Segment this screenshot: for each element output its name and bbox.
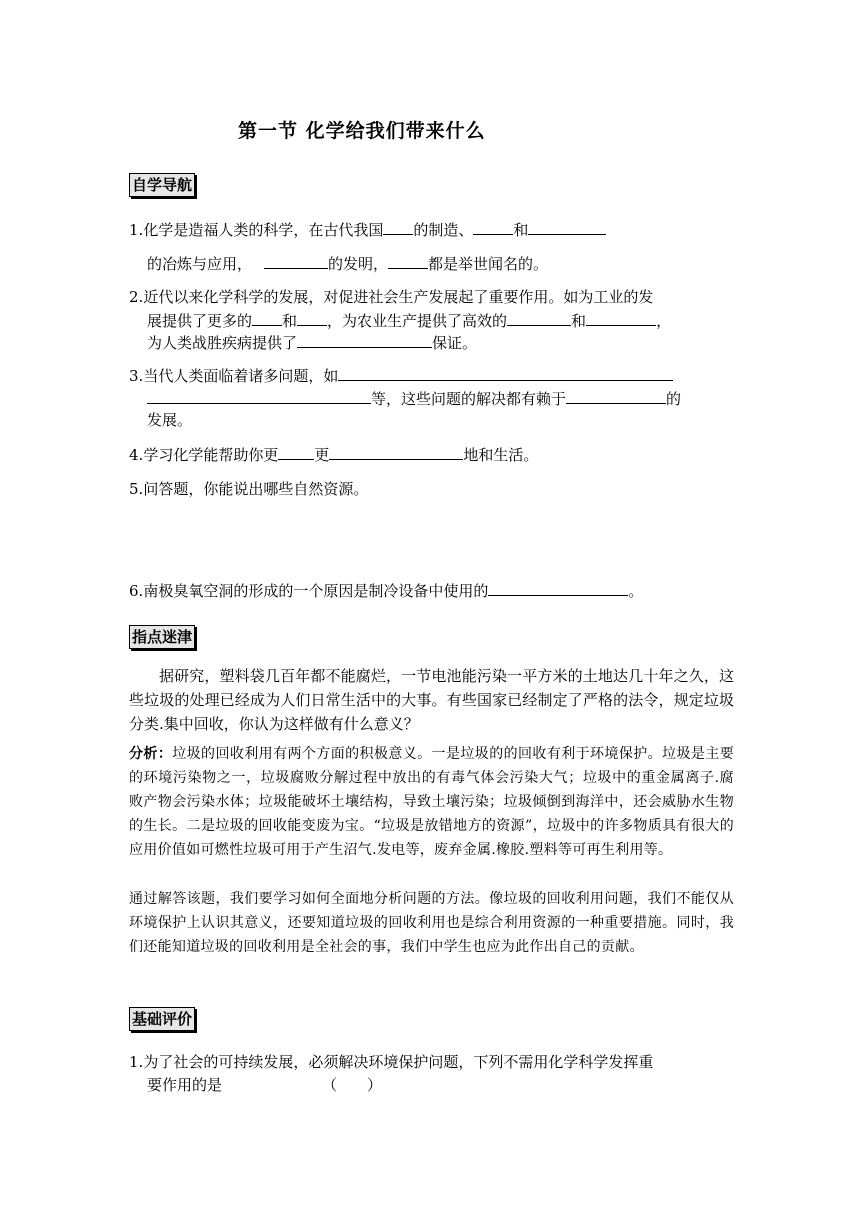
eval-question-1-line-2 <box>147 1075 382 1095</box>
question-text: 。 <box>628 582 644 600</box>
answer-blank[interactable] <box>388 253 428 269</box>
question-text: 展提供了更多的 <box>147 312 253 330</box>
question-text: 要作用的是 <box>147 1076 223 1094</box>
answer-blank[interactable] <box>297 310 327 326</box>
question-text: 南极臭氧空洞的形成的一个原因是制冷设备中使用的 <box>143 582 489 600</box>
question-text: ，为农业生产提供了高效的 <box>327 312 508 330</box>
question-text: ， <box>656 312 672 330</box>
question-text: 更 <box>314 446 330 464</box>
analysis-label: 分析： <box>129 746 173 762</box>
question-text: 化学是造福人类的科学，在古代我国 <box>143 221 384 239</box>
answer-blank[interactable] <box>338 365 673 381</box>
section-heading-evaluation: 基础评价 <box>129 1007 195 1031</box>
question-text: 当代人类面临着诸多问题，如 <box>143 367 339 385</box>
question-3-line-1 <box>129 365 673 386</box>
question-number: 4. <box>129 446 144 464</box>
question-text: 保证。 <box>432 334 478 352</box>
answer-blank[interactable] <box>488 580 628 596</box>
question-text: 近代以来化学科学的发展，对促进社会生产发展起了重要作用。如为工业的发 <box>143 288 654 306</box>
answer-blank[interactable] <box>264 253 328 269</box>
question-text: 学习化学能帮助你更 <box>143 446 279 464</box>
question-2-line-3 <box>147 332 477 353</box>
question-text: 和 <box>513 221 529 239</box>
question-4 <box>129 444 538 465</box>
question-2-line-1 <box>129 287 653 307</box>
guidance-paragraph: 据研究，塑料袋几百年都不能腐烂，一节电池能污染一平方米的土地达几十年之久，这些垃圾的处理已经成为人们日常生活中的大事。有些国家已经制定了严格的法令，规定垃圾分类.集中回收，你认为这样做有什么意义？ <box>129 667 734 733</box>
question-1-line-1 <box>129 219 606 240</box>
answer-blank[interactable] <box>278 444 314 460</box>
section-heading-self-study: 自学导航 <box>129 173 195 197</box>
question-text: 的制造、 <box>413 221 474 239</box>
question-number: 3. <box>129 367 144 385</box>
answer-blank[interactable] <box>528 219 606 235</box>
answer-blank[interactable] <box>329 444 463 460</box>
question-number: 1. <box>129 1053 144 1071</box>
question-number: 2. <box>129 288 144 306</box>
answer-parentheses[interactable]: （ ） <box>322 1076 383 1094</box>
question-number: 6. <box>129 582 144 600</box>
eval-question-1-line-1 <box>129 1052 653 1072</box>
answer-blank[interactable] <box>252 310 282 326</box>
question-text: 为人类战胜疾病提供了 <box>147 334 298 352</box>
question-text: 为了社会的可持续发展，必须解决环境保护问题，下列不需用化学科学发挥重 <box>143 1053 654 1071</box>
question-3-line-2 <box>147 388 681 409</box>
question-text: 和 <box>282 312 298 330</box>
question-number: 5. <box>129 480 144 498</box>
analysis-paragraph <box>129 742 734 862</box>
question-text: 都是举世闻名的。 <box>428 255 549 273</box>
answer-blank[interactable] <box>473 219 513 235</box>
question-6 <box>129 580 643 601</box>
answer-blank[interactable] <box>566 388 666 404</box>
answer-blank[interactable] <box>383 219 413 235</box>
analysis-text: 垃圾的回收利用有两个方面的积极意义。一是垃圾的的回收有利于环境保护。垃圾是主要的环境污染物之一，垃圾腐败分解过程中放出的有毒气体会污染大气；垃圾中的重金属离子.腐败产物会污染水体；垃圾能破坏土壤结构，导致土壤污染；垃圾倾倒到海洋中，还会威胁水生物的生长。二是垃圾的回收能变废为宝。“垃圾是放错地方的资源”，垃圾中的许多物质具有很大的应用价值如可燃性垃圾可用于产生沼气.发电等，废弃金属.橡胶.塑料等可再生利用等。 <box>129 746 735 858</box>
question-text: 的发明， <box>328 255 389 273</box>
question-text: 和 <box>571 312 587 330</box>
summary-paragraph: 通过解答该题，我们要学习如何全面地分析问题的方法。像垃圾的回收利用问题，我们不能仅从环境保护上认识其意义，还要知道垃圾的回收利用也是综合利用资源的一种重要措施。同时，我们还能知道垃圾的回收利用是全社会的事，我们中学生也应为此作出自己的贡献。 <box>129 891 734 955</box>
question-1-line-2 <box>147 253 548 274</box>
question-text: 发展。 <box>147 411 193 429</box>
question-2-line-2 <box>147 310 671 331</box>
answer-blank[interactable] <box>147 388 371 404</box>
question-text: 的冶炼与应用， <box>147 255 253 273</box>
question-text: 问答题，你能说出哪些自然资源。 <box>143 480 369 498</box>
answer-blank[interactable] <box>586 310 656 326</box>
question-3-line-3 <box>147 410 192 430</box>
answer-blank[interactable] <box>297 332 432 348</box>
question-number: 1. <box>129 221 144 239</box>
question-text: 等，这些问题的解决都有赖于 <box>371 390 567 408</box>
section-heading-guidance: 指点迷津 <box>129 625 195 649</box>
answer-blank[interactable] <box>507 310 571 326</box>
page-title: 第一节 化学给我们带来什么 <box>238 120 486 142</box>
question-text: 的 <box>666 390 682 408</box>
question-5 <box>129 479 368 499</box>
question-text: 地和生活。 <box>463 446 539 464</box>
